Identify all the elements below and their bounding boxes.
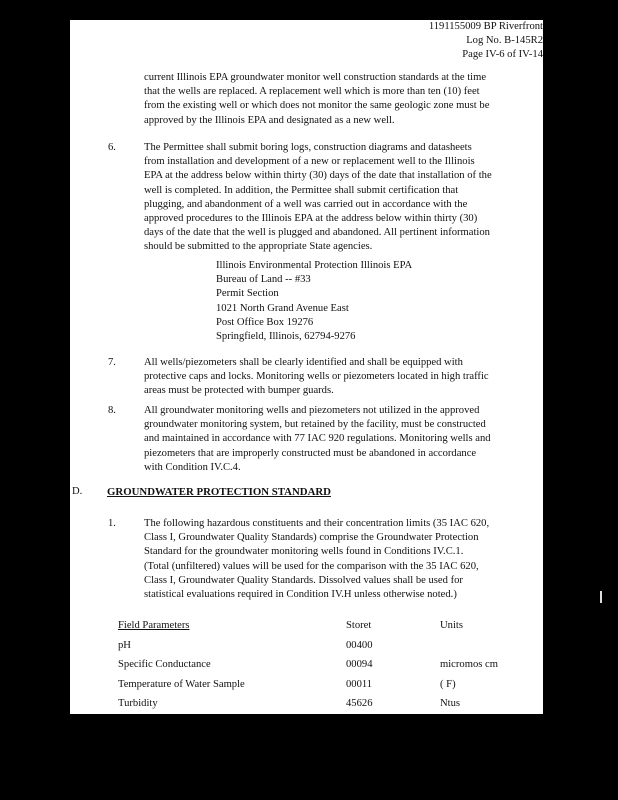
text-line: that the wells are replaced. A replacement well which is more than ten (10) feet <box>144 86 480 98</box>
item-8-number: 8. <box>108 405 116 416</box>
table-cell: 00400 <box>346 639 373 651</box>
text-line: All wells/piezometers shall be clearly identified and shall be equipped with <box>144 357 463 368</box>
table-cell: Turbidity <box>118 698 158 710</box>
address-line: Bureau of Land -- #33 <box>216 274 311 286</box>
text-line: and maintained in accordance with 77 IAC 920 regulations. Monitoring wells and <box>144 433 491 445</box>
intro-paragraph <box>144 71 543 128</box>
table-cell: Specific Conductance <box>118 659 211 671</box>
table-cell: 45626 <box>346 698 373 710</box>
item-d1-paragraph <box>144 517 543 602</box>
address-line: Permit Section <box>216 288 279 300</box>
text-line: days of the date that the well is plugged and abandoned. All pertinent information <box>144 227 490 239</box>
header-log-no: Log No. B-145R2 <box>466 35 543 46</box>
text-line: Standard for the groundwater monitoring wells found in Conditions IV.C.1. <box>144 546 464 558</box>
text-line: statistical evaluations required in Condition IV.H unless otherwise noted.) <box>144 588 457 600</box>
header-doc-id: 1191155009 BP Riverfront <box>428 21 543 32</box>
section-letter: D. <box>72 486 83 497</box>
item-d1-number: 1. <box>108 518 116 529</box>
address-line: Springfield, Illinois, 62794-9276 <box>216 330 356 342</box>
table-row <box>118 677 538 697</box>
field-parameters-table <box>118 618 538 714</box>
text-line: All groundwater monitoring wells and piezometers not utilized in the approved <box>144 405 480 416</box>
text-line: piezometers that are improperly constructed must be abandoned in accordance <box>144 447 477 459</box>
header-page-number: Page IV-6 of IV-14 <box>462 49 543 60</box>
section-title: GROUNDWATER PROTECTION STANDARD <box>107 486 331 498</box>
item-8-paragraph <box>144 404 543 475</box>
scan-artifact <box>600 591 602 603</box>
table-cell: pH <box>118 639 131 651</box>
item-7-number: 7. <box>108 357 116 368</box>
table-cell: Temperature of Water Sample <box>118 678 245 690</box>
address-line: 1021 North Grand Avenue East <box>216 302 349 314</box>
document-page <box>70 20 543 714</box>
table-cell: ( F) <box>440 678 456 690</box>
table-header-row <box>118 618 538 638</box>
text-line: well is completed. In addition, the Permittee shall submit certification that <box>144 184 459 196</box>
address-line: Illinois Environmental Protection Illinois EPA <box>216 260 413 271</box>
item-6-number: 6. <box>108 142 116 153</box>
text-line: Class I, Groundwater Quality Standards. Dissolved values shall be used for <box>144 574 463 586</box>
table-cell: micromos cm <box>440 659 498 671</box>
text-line: areas must be protected with bumper guards. <box>144 385 334 397</box>
text-line: The Permittee shall submit boring logs, construction diagrams and datasheets <box>144 142 472 153</box>
address-line: Post Office Box 19276 <box>216 316 314 328</box>
text-line: current Illinois EPA groundwater monitor well construction standards at the time <box>144 72 487 83</box>
text-line: from installation and development of a new or replacement well to the Illinois <box>144 156 475 168</box>
table-row <box>118 638 538 658</box>
table-cell: 00011 <box>346 678 373 690</box>
text-line: The following hazardous constituents and their concentration limits (35 IAC 620, <box>144 518 490 529</box>
text-line: should be submitted to the appropriate State agencies. <box>144 241 373 253</box>
text-line: from the existing well or which does not monitor the same geologic zone must be <box>144 100 490 112</box>
column-header: Storet <box>346 620 372 631</box>
column-header: Field Parameters <box>118 620 190 631</box>
text-line: groundwater monitoring system, but retained by the facility, must be constructed <box>144 419 486 431</box>
text-line: plugging, and abandonment of a well was carried out in accordance with the <box>144 198 468 210</box>
text-line: (Total (unfiltered) values will be used for the comparison with the 35 IAC 620, <box>144 560 479 572</box>
mailing-address <box>216 259 412 344</box>
text-line: EPA at the address below within thirty (30) days of the date that installation of the <box>144 170 492 182</box>
text-line: approved by the Illinois EPA and designated as a new well. <box>144 114 395 126</box>
table-cell: 00094 <box>346 659 373 671</box>
table-row <box>118 657 538 677</box>
text-line: with Condition IV.C.4. <box>144 461 241 473</box>
column-header: Units <box>440 620 463 631</box>
text-line: approved procedures to the Illinois EPA at the address below within thirty (30) <box>144 212 478 224</box>
item-7-paragraph <box>144 356 543 399</box>
text-line: protective caps and locks. Monitoring wells or piezometers located in high traffic <box>144 371 489 383</box>
item-6-paragraph <box>144 141 543 255</box>
table-cell: Ntus <box>440 698 461 710</box>
text-line: Class I, Groundwater Quality Standards) comprise the Groundwater Protection <box>144 532 479 544</box>
table-row <box>118 696 538 714</box>
